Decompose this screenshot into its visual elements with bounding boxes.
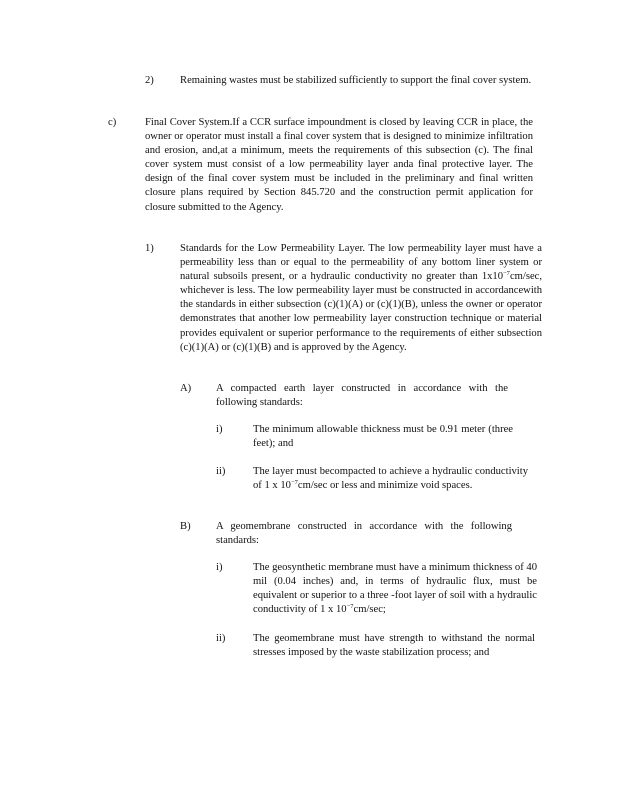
item-A-ii-label: ii) [216,466,226,477]
item-2-label: 2) [145,75,154,86]
item-A-ii-exponent: −7 [290,479,298,487]
item-B-ii-text: The geomembrane must have strength to withstand the normal stresses imposed by the waste stabilization process; and [253,633,535,659]
item-B-text: A geomembrane constructed in accordance with the following standards: [216,521,512,547]
item-B-i-label: i) [216,562,223,573]
item-B-i-exponent: −7 [346,603,354,611]
item-B-label: B) [180,521,191,532]
item-1-exponent: −7 [503,270,510,278]
item-c-label: c) [108,117,117,128]
item-1-heading: Standards for the Low Permeability Layer. [180,243,366,254]
item-B-i-text-before: The geosynthetic membrane must have a minimum thickness of 40 mil (0.04 inches) and, in terms of hydraulic flux, must be equivalent or superior to a three -foot layer of soil with a hydraulic conductivity of 1 x 10 [253,562,537,616]
item-A-i-label: i) [216,424,223,435]
item-A-ii-text-after: cm/sec or less and minimize void spaces. [297,480,473,492]
item-B-i-text-after: cm/sec; [353,604,386,616]
item-A-i-text: The minimum allowable thickness must be 0.91 meter (three feet); and [253,424,513,450]
item-A-text: A compacted earth layer constructed in accordance with the following standards: [216,383,508,409]
item-B-ii-label: ii) [216,633,226,644]
item-2-text: Remaining wastes must be stabilized sufficiently to support the final cover system. [180,75,532,86]
item-A-ii-text-before: The layer must becompacted to achieve a hydraulic conductivity of 1 x 10 [253,466,528,492]
item-c-text: If a CCR surface impoundment is closed by leaving CCR in place, the owner or operator must install a final cover system that is designed to minimize infiltration and erosion, and,at a minimum, meets the requirements of this subsection (c). The final cover system must consist of a low permeability layer anda final protective layer. The design of the final cover system must be included in the preliminary and final written closure plans required by Section 845.720 and the construction permit application for closure submitted to the Agency. [145,117,533,213]
item-B-i-paragraph [253,561,537,617]
item-A-ii-paragraph [253,465,528,493]
item-1-paragraph [180,242,542,355]
item-c-heading: Final Cover System. [145,117,233,128]
item-A-label: A) [180,383,192,394]
item-1-text-after: cm/sec, whichever is less. The low permeability layer must be constructed in accordancewith the standards in either subsection (c)(1)(A) or (c)(1)(B), unless the owner or operator demonstrates that another low permeability layer construction technique or material provides equivalent or superior performance to the requirements of either subsection (c)(1)(A) or (c)(1)(B) and is approved by the Agency. [180,271,542,353]
item-1-label: 1) [145,243,154,254]
item-1-text-before: The low permeability layer must have a permeability less than or equal to the permeability of any bottom liner system or natural subsoils present, or a hydraulic conductivity no greater than 1x10 [180,243,542,283]
item-c-paragraph [145,116,533,215]
